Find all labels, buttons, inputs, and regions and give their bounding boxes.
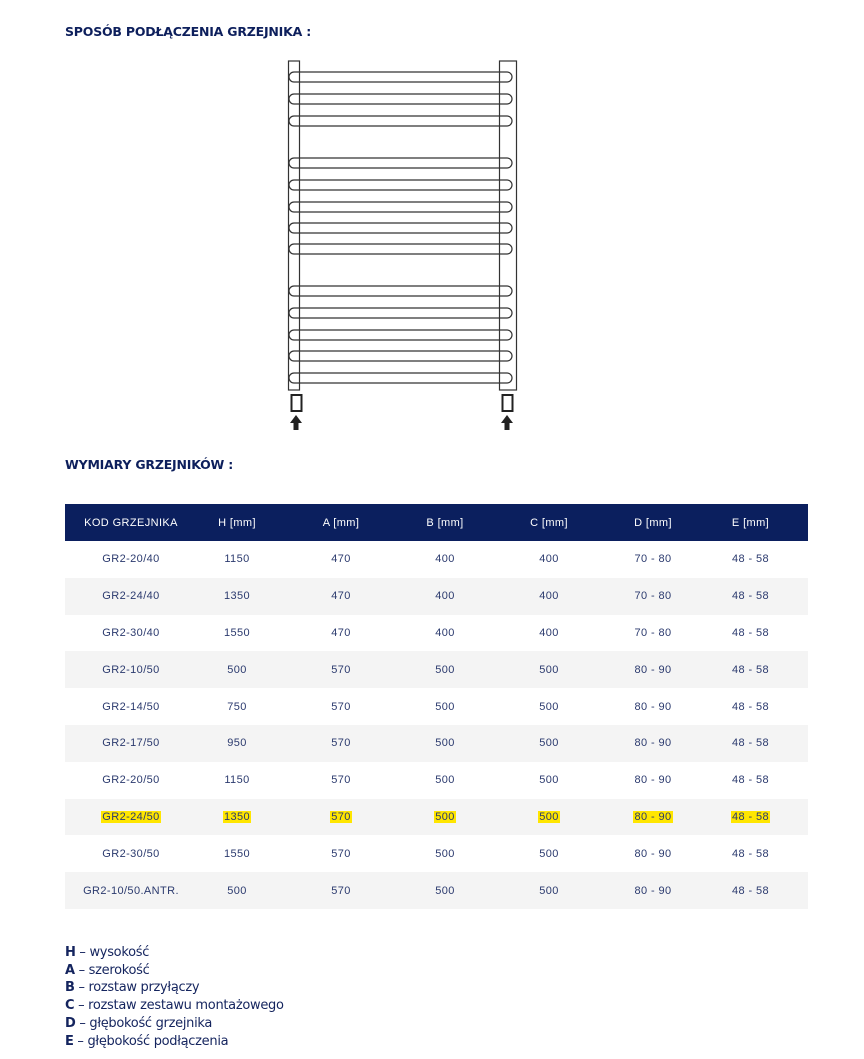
cell-code xyxy=(65,615,197,652)
cell-d xyxy=(613,762,693,799)
right-connector xyxy=(503,395,513,411)
cell-h xyxy=(197,725,277,762)
table-row xyxy=(65,578,808,615)
legend-item xyxy=(65,997,284,1015)
cell-value: 48 - 58 xyxy=(731,774,770,787)
cell-e xyxy=(693,688,808,725)
cell-value: GR2-17/50 xyxy=(102,737,160,750)
cell-d xyxy=(613,725,693,762)
legend-item xyxy=(65,1033,284,1051)
cell-value: 1350 xyxy=(223,590,251,603)
cell-e xyxy=(693,799,808,836)
cell-a xyxy=(277,762,405,799)
cell-value: 500 xyxy=(539,663,559,676)
legend-key: C xyxy=(65,998,75,1014)
legend-key: B xyxy=(65,980,75,996)
cell-e xyxy=(693,651,808,688)
cell-value: 48 - 58 xyxy=(731,590,770,603)
cell-value: GR2-10/50.ANTR. xyxy=(83,884,179,897)
cell-value: 400 xyxy=(539,590,559,603)
table-row xyxy=(65,615,808,652)
cell-value: 570 xyxy=(331,700,351,713)
legend-key: A xyxy=(65,962,75,978)
cell-h xyxy=(197,872,277,909)
radiator-rungs xyxy=(289,72,512,383)
cell-value: 400 xyxy=(539,553,559,566)
cell-value: 500 xyxy=(435,663,455,676)
cell-value: 570 xyxy=(331,737,351,750)
cell-value: 500 xyxy=(227,884,247,897)
cell-c xyxy=(485,615,613,652)
connection-section-title: SPOSÓB PODŁĄCZENIA GRZEJNIKA : xyxy=(65,24,312,39)
cell-value: 48 - 58 xyxy=(731,737,770,750)
radiator-rung xyxy=(289,244,512,254)
cell-value: GR2-30/40 xyxy=(102,626,160,639)
cell-code xyxy=(65,835,197,872)
cell-b xyxy=(405,541,485,578)
cell-value: 470 xyxy=(331,626,351,639)
cell-a xyxy=(277,725,405,762)
radiator-rung xyxy=(289,72,512,82)
cell-value: 500 xyxy=(435,810,455,823)
cell-value: 500 xyxy=(539,737,559,750)
radiator-rung xyxy=(289,180,512,190)
cell-value: 80 - 90 xyxy=(634,847,672,860)
cell-value: 470 xyxy=(331,553,351,566)
cell-b xyxy=(405,688,485,725)
cell-e xyxy=(693,835,808,872)
cell-h xyxy=(197,615,277,652)
cell-code xyxy=(65,762,197,799)
cell-d xyxy=(613,651,693,688)
radiator-rung xyxy=(289,158,512,168)
cell-e xyxy=(693,615,808,652)
cell-value: 1150 xyxy=(224,774,250,787)
cell-value: 500 xyxy=(227,663,247,676)
legend-separator: – xyxy=(74,962,89,978)
cell-h xyxy=(197,688,277,725)
cell-value: 48 - 58 xyxy=(731,884,770,897)
header-h: H [mm] xyxy=(218,516,256,529)
cell-d xyxy=(613,541,693,578)
cell-value: 1550 xyxy=(223,847,251,860)
legend-item xyxy=(65,1015,284,1033)
header-code: KOD GRZEJNIKA xyxy=(84,516,178,529)
cell-b xyxy=(405,578,485,615)
table-row xyxy=(65,799,808,836)
cell-a xyxy=(277,872,405,909)
dimension-legend xyxy=(65,944,284,1050)
cell-code xyxy=(65,541,197,578)
cell-c xyxy=(485,835,613,872)
cell-value: 48 - 58 xyxy=(731,810,770,823)
cell-value: GR2-10/50 xyxy=(102,663,160,676)
cell-value: 400 xyxy=(435,553,455,566)
cell-e xyxy=(693,541,808,578)
cell-a xyxy=(277,688,405,725)
legend-text: głębokość grzejnika xyxy=(89,1015,213,1031)
cell-value: 500 xyxy=(435,847,455,860)
cell-value: 570 xyxy=(331,884,351,897)
header-c: C [mm] xyxy=(530,516,568,529)
cell-value: 80 - 90 xyxy=(634,774,672,787)
cell-d xyxy=(613,615,693,652)
dimensions-section-title: WYMIARY GRZEJNIKÓW : xyxy=(65,457,234,472)
cell-value: 1550 xyxy=(223,626,251,639)
radiator-rung xyxy=(289,286,512,296)
legend-text: głębokość podłączenia xyxy=(87,1033,229,1049)
cell-value: 500 xyxy=(539,884,559,897)
header-e: E [mm] xyxy=(731,516,770,529)
table-row xyxy=(65,651,808,688)
cell-h xyxy=(197,541,277,578)
radiator-rung xyxy=(289,116,512,126)
cell-value: 1350 xyxy=(223,810,251,823)
cell-value: 500 xyxy=(539,847,559,860)
cell-h xyxy=(197,651,277,688)
cell-b xyxy=(405,872,485,909)
cell-c xyxy=(485,872,613,909)
table-header-row xyxy=(65,504,808,541)
right-rail xyxy=(500,61,517,390)
table-row xyxy=(65,725,808,762)
cell-b xyxy=(405,799,485,836)
legend-separator: – xyxy=(75,1015,90,1031)
legend-text: wysokość xyxy=(89,945,150,960)
cell-value: 500 xyxy=(435,700,455,713)
cell-h xyxy=(197,762,277,799)
legend-key: H xyxy=(65,945,76,960)
cell-b xyxy=(405,762,485,799)
radiator-rung xyxy=(289,308,512,318)
cell-code xyxy=(65,725,197,762)
header-a: A [mm] xyxy=(322,516,360,529)
cell-e xyxy=(693,578,808,615)
legend-text: rozstaw przyłączy xyxy=(88,980,200,996)
cell-value: GR2-24/50 xyxy=(102,810,160,823)
cell-e xyxy=(693,725,808,762)
cell-code xyxy=(65,578,197,615)
cell-value: 80 - 90 xyxy=(634,884,672,897)
cell-value: 70 - 80 xyxy=(634,626,672,639)
cell-d xyxy=(613,578,693,615)
table-row xyxy=(65,762,808,799)
cell-a xyxy=(277,615,405,652)
cell-value: 1150 xyxy=(224,553,250,566)
cell-b xyxy=(405,651,485,688)
radiator-rung xyxy=(289,223,512,233)
cell-value: 500 xyxy=(539,700,559,713)
header-b: B [mm] xyxy=(426,516,464,529)
legend-key: E xyxy=(65,1033,74,1049)
cell-value: 48 - 58 xyxy=(731,553,770,566)
cell-h xyxy=(197,835,277,872)
cell-code xyxy=(65,799,197,836)
cell-value: 80 - 90 xyxy=(634,700,672,713)
cell-c xyxy=(485,651,613,688)
legend-item xyxy=(65,962,284,980)
cell-value: 70 - 80 xyxy=(634,553,672,566)
cell-value: 48 - 58 xyxy=(731,700,770,713)
legend-item xyxy=(65,944,284,962)
header-d: D [mm] xyxy=(634,516,672,529)
cell-value: 400 xyxy=(435,626,455,639)
cell-value: 48 - 58 xyxy=(731,626,770,639)
cell-c xyxy=(485,688,613,725)
radiator-rung xyxy=(289,330,512,340)
cell-value: GR2-20/40 xyxy=(102,553,160,566)
cell-a xyxy=(277,541,405,578)
cell-h xyxy=(197,799,277,836)
cell-value: 80 - 90 xyxy=(634,663,672,676)
cell-value: GR2-20/50 xyxy=(102,774,160,787)
cell-value: 48 - 58 xyxy=(731,663,770,676)
table-row xyxy=(65,872,808,909)
cell-value: 500 xyxy=(539,810,559,823)
cell-value: GR2-30/50 xyxy=(102,847,160,860)
cell-value: 500 xyxy=(435,774,455,787)
cell-value: GR2-14/50 xyxy=(102,700,160,713)
cell-value: GR2-24/40 xyxy=(102,590,160,603)
legend-key: D xyxy=(65,1015,76,1031)
cell-d xyxy=(613,688,693,725)
cell-a xyxy=(277,651,405,688)
cell-value: 500 xyxy=(539,774,559,787)
cell-b xyxy=(405,725,485,762)
cell-b xyxy=(405,615,485,652)
radiator-rung xyxy=(289,94,512,104)
legend-separator: – xyxy=(74,980,89,996)
cell-value: 500 xyxy=(435,737,455,750)
cell-d xyxy=(613,835,693,872)
legend-text: szerokość xyxy=(88,962,150,978)
cell-value: 80 - 90 xyxy=(634,737,672,750)
radiator-rung xyxy=(289,202,512,212)
cell-value: 750 xyxy=(227,700,247,713)
legend-item xyxy=(65,979,284,997)
cell-d xyxy=(613,799,693,836)
cell-value: 80 - 90 xyxy=(634,810,672,823)
radiator-rung xyxy=(289,373,512,383)
cell-c xyxy=(485,762,613,799)
cell-c xyxy=(485,799,613,836)
legend-separator: – xyxy=(74,998,89,1014)
cell-a xyxy=(277,799,405,836)
legend-text: rozstaw zestawu montażowego xyxy=(88,998,284,1014)
legend-separator: – xyxy=(75,945,90,960)
left-inflow-arrow-icon xyxy=(290,415,302,430)
cell-e xyxy=(693,872,808,909)
cell-value: 950 xyxy=(227,737,247,750)
radiator-dimensions-table xyxy=(65,504,808,909)
left-connector xyxy=(292,395,302,411)
cell-code xyxy=(65,651,197,688)
cell-value: 570 xyxy=(331,774,351,787)
cell-value: 400 xyxy=(539,626,559,639)
radiator-rung xyxy=(289,351,512,361)
cell-value: 570 xyxy=(331,663,351,676)
cell-value: 48 - 58 xyxy=(731,847,770,860)
cell-c xyxy=(485,578,613,615)
cell-value: 500 xyxy=(435,884,455,897)
cell-c xyxy=(485,541,613,578)
table-row xyxy=(65,541,808,578)
cell-value: 570 xyxy=(331,810,351,823)
cell-code xyxy=(65,688,197,725)
table-row xyxy=(65,835,808,872)
cell-h xyxy=(197,578,277,615)
right-inflow-arrow-icon xyxy=(501,415,513,430)
radiator-connection-diagram xyxy=(270,50,530,440)
legend-separator: – xyxy=(73,1033,88,1049)
cell-e xyxy=(693,762,808,799)
cell-b xyxy=(405,835,485,872)
cell-d xyxy=(613,872,693,909)
cell-value: 470 xyxy=(331,590,351,603)
cell-value: 400 xyxy=(435,590,455,603)
cell-value: 570 xyxy=(331,847,351,860)
cell-value: 70 - 80 xyxy=(634,590,672,603)
cell-a xyxy=(277,835,405,872)
cell-code xyxy=(65,872,197,909)
table-row xyxy=(65,688,808,725)
cell-a xyxy=(277,578,405,615)
cell-c xyxy=(485,725,613,762)
